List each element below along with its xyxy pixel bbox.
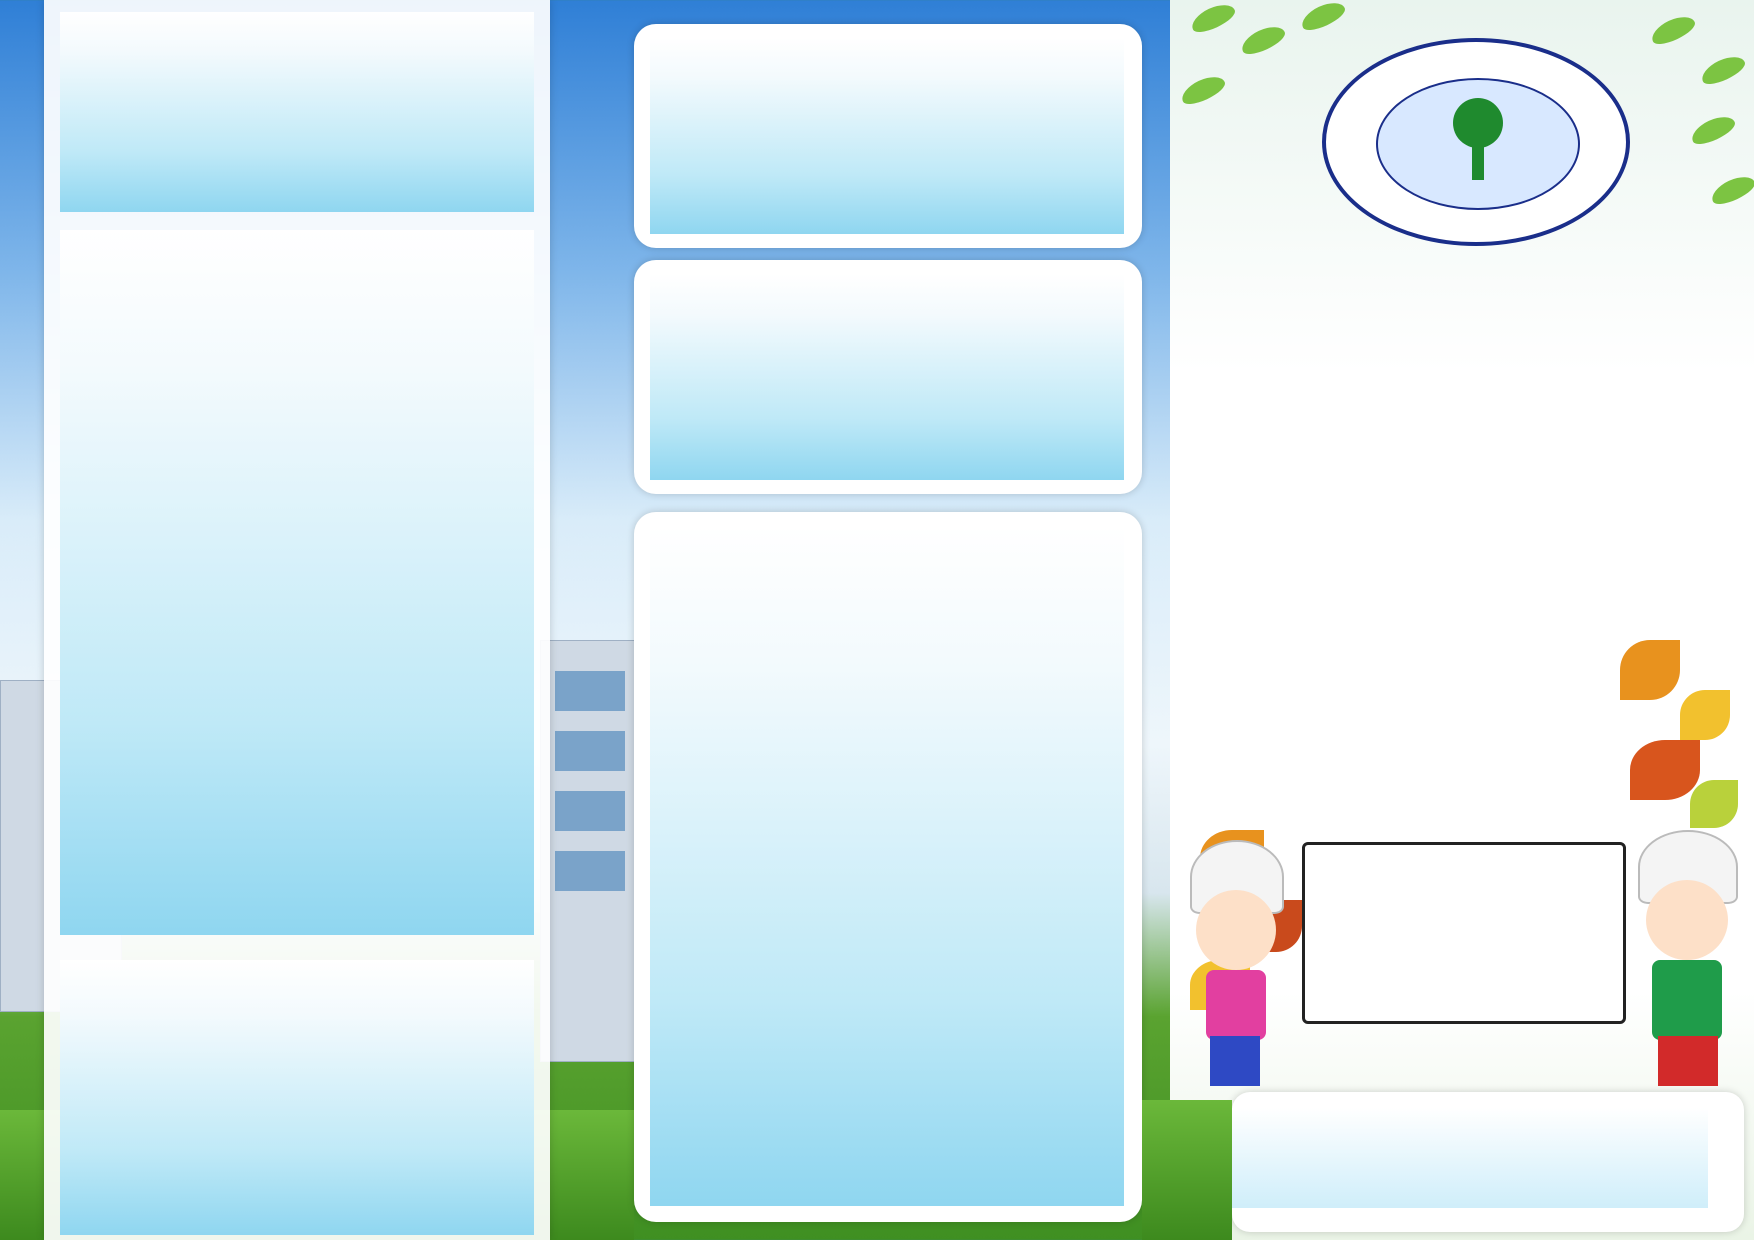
logo-emblem xyxy=(1376,78,1580,210)
building-window xyxy=(555,851,625,891)
left-card-3 xyxy=(60,960,534,1235)
mid-card-3 xyxy=(650,526,1124,1206)
building-mid xyxy=(540,640,642,1062)
autumn-leaf-decoration xyxy=(1630,740,1700,800)
building-window xyxy=(555,731,625,771)
tree-trunk-icon xyxy=(1472,140,1484,180)
reminder-sign xyxy=(1302,842,1626,1024)
girl-character-icon xyxy=(1176,840,1296,1090)
autumn-leaf-decoration xyxy=(1690,780,1738,828)
building-window xyxy=(555,671,625,711)
building-window xyxy=(555,791,625,831)
mid-card-2 xyxy=(650,274,1124,480)
boy-character-icon xyxy=(1628,830,1748,1090)
mid-card-1 xyxy=(650,38,1124,234)
autumn-leaf-decoration xyxy=(1620,640,1680,700)
left-card-1 xyxy=(60,12,534,212)
left-card-2 xyxy=(60,230,534,935)
autumn-leaf-decoration xyxy=(1680,690,1730,740)
grass-decoration xyxy=(1142,1100,1232,1240)
footnote xyxy=(1228,1108,1708,1208)
organization-logo xyxy=(1322,38,1630,246)
